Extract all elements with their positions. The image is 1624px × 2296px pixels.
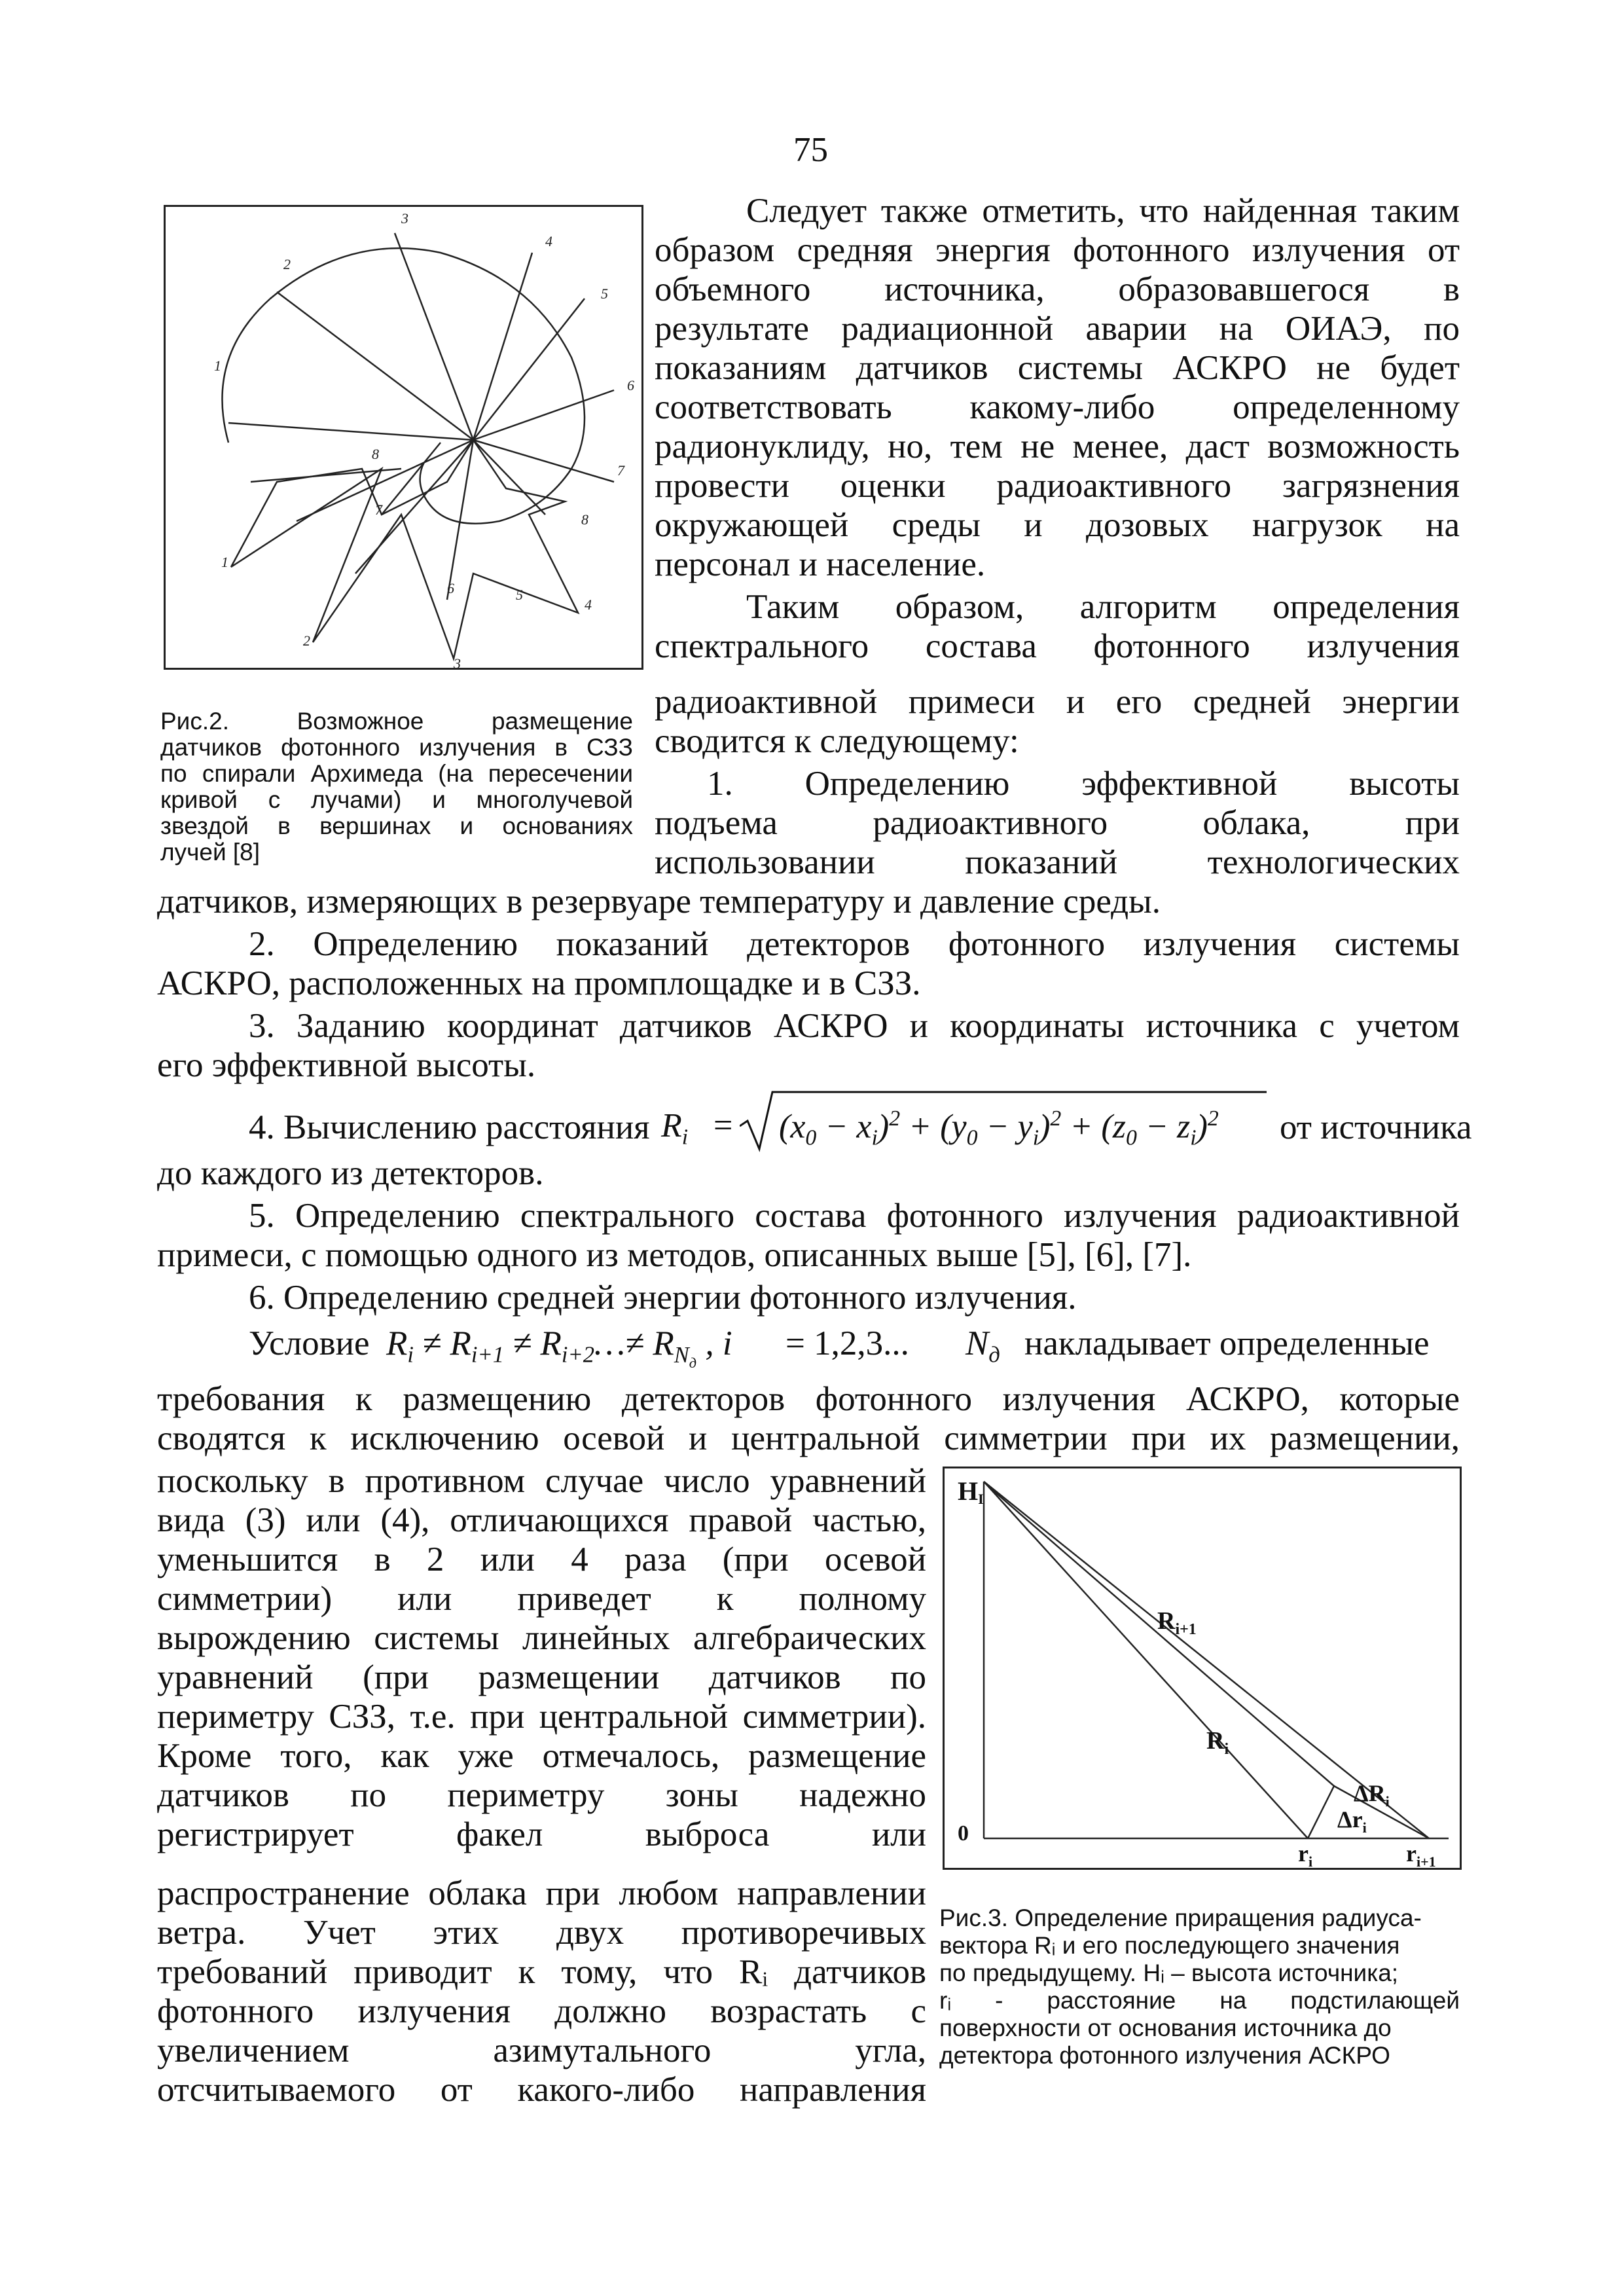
svg-text:Ri — [1206, 1727, 1229, 1758]
line-Ri — [984, 1482, 1308, 1838]
right-col-line-13: радиоактивной примеси и его средней энергии — [655, 683, 1460, 721]
body-line-b2: примеси, с помощью одного из методов, описанных выше [5], [6], [7]. — [157, 1236, 1192, 1274]
label-ri1: r — [1406, 1840, 1416, 1867]
label-ri-sub: i — [1308, 1853, 1313, 1868]
left-col-line-12: ветра. Учет этих двух противоречивых — [157, 1914, 926, 1952]
svg-text:Ri+1 — [1157, 1607, 1197, 1638]
body-line-a1: датчиков, измеряющих в резервуаре температуру и давление среды. — [157, 883, 1161, 920]
right-col-line-9: окружающей среды и дозовых нагрузок на — [655, 506, 1460, 544]
distance-formula: $R_i$ = $(x_0 - x_i)^2 + (y_0 - y_i)^2 + (z_0 - z_i)^2$ — [661, 1087, 1270, 1152]
left-col-line-4: симметрии) или приведет к полному — [157, 1580, 926, 1618]
label-dRi: ΔR — [1354, 1780, 1386, 1806]
right-col-line-8: провести оценки радиоактивного загрязнения — [655, 467, 1460, 505]
body-line-a3: АСКРО, расположенных на промплощадке и в СЗЗ. — [157, 964, 921, 1002]
item-4-suffix: от источника — [1280, 1108, 1472, 1146]
svg-text:HI — [958, 1476, 984, 1507]
right-col-line-2: образом средняя энергия фотонного излучения от — [655, 231, 1460, 269]
body-line-a5: его эффективной высоты. — [157, 1046, 536, 1084]
left-col-line-3: уменьшится в 2 или 4 раза (при осевой — [157, 1540, 926, 1578]
fig2-label-5b: 5 — [516, 587, 523, 603]
right-col-line-16: подъема радиоактивного облака, при — [655, 804, 1460, 842]
fig2-label-3b: 3 — [454, 655, 461, 668]
right-col-line-12: спектрального состава фотонного излучения — [655, 627, 1460, 665]
svg-text:Δri — [1337, 1806, 1367, 1836]
figure-2-frame — [164, 205, 643, 670]
label-H: H — [958, 1476, 979, 1506]
left-col-line-9: датчиков по периметру зоны надежно — [157, 1776, 926, 1814]
label-dRi-sub: i — [1385, 1793, 1390, 1810]
label-Ri1: R — [1157, 1607, 1176, 1635]
body-line-b1: 5. Определению спектрального состава фотонного излучения радиоактивной — [249, 1197, 1460, 1235]
fig2-label-2b: 2 — [303, 632, 310, 649]
body-line-c1: требования к размещению детекторов фотонного излучения АСКРО, которые — [157, 1380, 1460, 1418]
body-line-b3: 6. Определению средней энергии фотонного излучения. — [249, 1279, 1077, 1317]
svg-text:ri — [1298, 1840, 1312, 1868]
figure-2-caption-line-1: Рис.2. Возможное размещение — [160, 708, 633, 735]
right-col-line-17: использовании показаний технологических — [655, 843, 1460, 881]
fig2-label-8b: 8 — [372, 446, 379, 462]
label-dri: Δr — [1337, 1806, 1363, 1832]
left-col-line-8: Кроме того, как уже отмечалось, размещение — [157, 1737, 926, 1775]
label-dri-sub: i — [1362, 1819, 1367, 1836]
figure-3-caption-line-5: поверхности от основания источника до — [939, 2014, 1392, 2041]
right-col-line-6: соответствовать какому-либо определенному — [655, 388, 1460, 426]
label-Ri-sub: i — [1224, 1741, 1229, 1758]
fig2-label-8a: 8 — [581, 511, 588, 528]
figure-2-caption-line-5: звездой в вершинах и основаниях — [160, 812, 633, 839]
multi-ray-star — [231, 440, 578, 659]
left-col-line-13: требований приводит к тому, что Rᵢ датчиков — [157, 1953, 926, 1991]
figure-2-caption-line-4: кривой с лучами) и многолучевой — [160, 786, 633, 813]
right-col-line-15: 1. Определению эффективной высоты — [707, 765, 1460, 803]
label-Ri: R — [1206, 1727, 1225, 1755]
left-col-line-5: вырождению системы линейных алгебраических — [157, 1619, 926, 1657]
left-col-line-16: отсчитываемого от какого-либо направления — [157, 2071, 926, 2109]
left-col-line-2: вида (3) или (4), отличающихся правой частью, — [157, 1501, 926, 1539]
right-col-line-7: радионуклиду, но, тем не менее, даст возможность — [655, 428, 1460, 465]
left-col-line-11: распространение облака при любом направлении — [157, 1874, 926, 1912]
right-col-line-10: персонал и население. — [655, 545, 986, 583]
body-line-c2: сводятся к исключению осевой и центральной симметрии при их размещении, — [157, 1419, 1460, 1457]
svg-text:ΔRi — [1354, 1780, 1390, 1810]
right-col-line-3: объемного источника, образовавшегося в — [655, 270, 1460, 308]
item-4-prefix: 4. Вычислению расстояния — [249, 1108, 650, 1146]
right-col-line-5: показаниям датчиков системы АСКРО не будет — [655, 349, 1460, 387]
body-line-a2: 2. Определению показаний детекторов фотонного излучения системы — [249, 925, 1460, 963]
figure-3-frame — [943, 1467, 1462, 1870]
figure-3-caption-line-6: детектора фотонного излучения АСКРО — [939, 2042, 1390, 2069]
left-col-line-10: регистрирует факел выброса или — [157, 1815, 926, 1853]
label-0: 0 — [958, 1821, 969, 1846]
figure-2-caption-line-2: датчиков фотонного излучения в СЗЗ — [160, 734, 633, 761]
fig2-label-6a: 6 — [627, 377, 634, 393]
left-col-line-6: уравнений (при размещении датчиков по — [157, 1658, 926, 1696]
fig2-label-1b: 1 — [221, 554, 228, 570]
condition-n: $N_д$ — [965, 1324, 1000, 1368]
item-4-continuation: до каждого из детекторов. — [157, 1154, 544, 1192]
fig2-label-7a: 7 — [617, 462, 624, 479]
label-Ri1-sub: i+1 — [1175, 1621, 1197, 1638]
condition-range: = 1,2,3... — [785, 1324, 909, 1362]
figure-3-diagram — [945, 1468, 1460, 1868]
condition-prefix: Условие — [249, 1324, 370, 1362]
label-ri1-sub: i+1 — [1416, 1853, 1436, 1868]
left-col-line-1: поскольку в противном случае число уравнений — [157, 1462, 926, 1500]
line-Ri-b — [990, 1488, 1334, 1786]
fig2-label-4b: 4 — [585, 596, 592, 613]
left-col-line-15: увеличением азимутального угла, — [157, 2032, 926, 2069]
fig2-label-3a: 3 — [401, 210, 408, 227]
figure-3-caption-line-3: по предыдущему. Hᵢ – высота источника; — [939, 1959, 1399, 1986]
figure-2-caption-line-3: по спирали Архимеда (на пересечении — [160, 760, 633, 787]
fig2-label-7b: 7 — [375, 501, 382, 518]
figure-2-caption-line-6: лучей [8] — [160, 839, 261, 866]
body-line-a4: 3. Заданию координат датчиков АСКРО и координаты источника с учетом — [249, 1007, 1460, 1045]
condition-formula: $R_i \ne R_{i+1}$ ≠ $R_{i+2}\dots\ne R_{N_д}$ , i — [386, 1324, 732, 1371]
page-number: 75 — [793, 131, 828, 169]
label-ri: r — [1298, 1840, 1308, 1867]
svg-text:ri+1 — [1406, 1840, 1436, 1868]
condition-mid: накладывает определенные — [1024, 1324, 1430, 1362]
left-col-line-14: фотонного излучения должно возрастать с — [157, 1992, 926, 2030]
fig2-label-1a: 1 — [214, 357, 221, 374]
left-col-line-7: периметру СЗЗ, т.е. при центральной симметрии). — [157, 1698, 926, 1736]
fig2-label-6b: 6 — [447, 580, 454, 596]
fig2-label-5a: 5 — [601, 285, 608, 302]
figure-3-caption-line-4: rᵢ - расстояние на подстилающей — [939, 1987, 1460, 2014]
right-col-line-11: Таким образом, алгоритм определения — [746, 588, 1460, 626]
figure-2-diagram — [166, 207, 641, 668]
rays — [228, 233, 614, 600]
label-H-sub: I — [978, 1491, 984, 1507]
fig2-label-4a: 4 — [545, 233, 552, 249]
figure-3-caption-line-1: Рис.3. Определение приращения радиуса- — [939, 1904, 1422, 1931]
fig2-label-2a: 2 — [283, 256, 291, 272]
figure-3-caption-line-2: вектора Rᵢ и его последующего значения — [939, 1932, 1400, 1959]
right-col-line-1: Следует также отметить, что найденная таким — [746, 192, 1460, 230]
right-col-line-4: результате радиационной аварии на ОИАЭ, по — [655, 310, 1460, 348]
right-col-line-14: сводится к следующему: — [655, 722, 1019, 760]
